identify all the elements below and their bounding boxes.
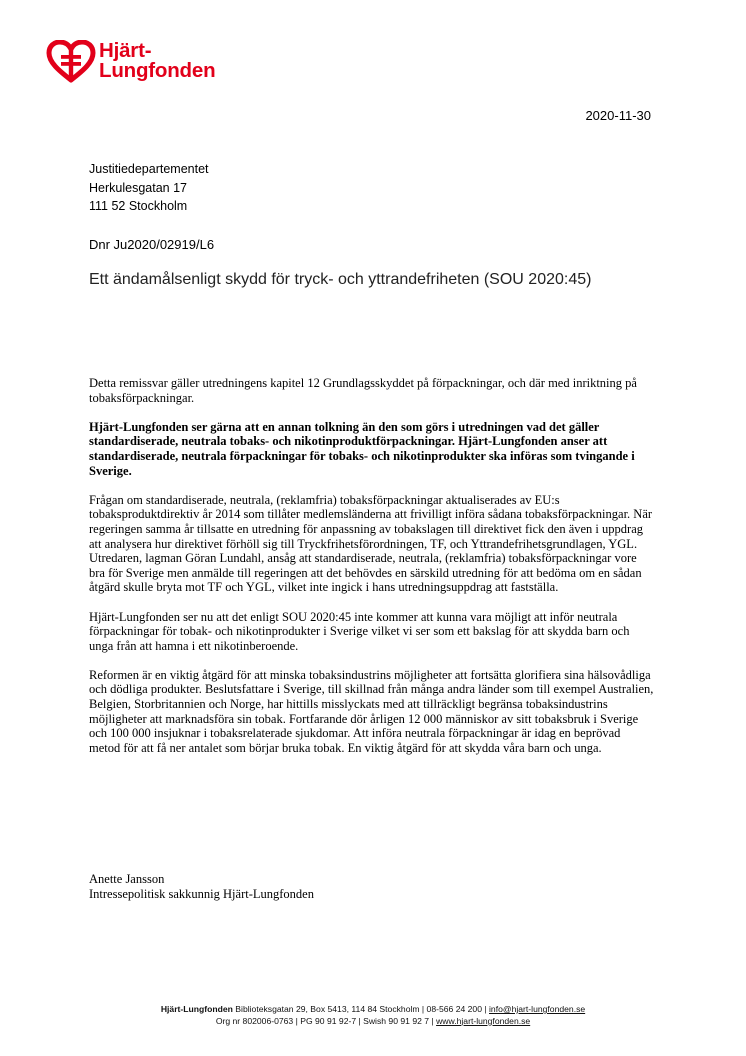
footer-website-link[interactable]: www.hjart-lungfonden.se — [436, 1015, 531, 1026]
recipient-name: Justitiedepartementet — [89, 162, 209, 176]
body-paragraph-4: Hjärt-Lungfonden ser nu att det enligt SOU 2020:45 inte kommer att kunna vara möjligt att inför neutrala förpackningar för tobak- och nikotinprodukter i Sverige vilket vi ser som ett bakslag för att skydda barn och unga från att hamna i ett nikotinberoende. — [89, 609, 630, 653]
body-paragraph-3a: Frågan om standardiserade, neutrala, (reklamfria) tobaksförpackningar aktualiserades av EU:s tobaksproduktdirektiv år 2014 som tillåter medlemsländerna att frivilligt införa sådana tobaksförpackningar. När regeringen samma år tillsatte en utredning för anpassning av tobakslagen till direktivet fick den även i uppdrag att analysera hur direktivet förhöll sig till Tryckfrihetsförordningen, TF, och Yttrandefrihetsgrundlagen, YGL. — [89, 492, 653, 551]
body-paragraph-1: Detta remissvar gäller utredningens kapitel 12 Grundlagsskyddet på förpackningar, och där med inriktning på tobaksförpackningar. — [89, 376, 637, 405]
body-paragraph-3b: Utredaren, lagman Göran Lundahl, ansåg att standardiserade, neutrala, (reklamfria) tobaksförpackningar vore bra för Sverige men anmälde till regeringen att det behövdes en särskild utredning för att bedöma om en sådan åtgärd skulle bryta mot TF och YGL, vilket inte ingick i hans utredningsuppdrag att fastställa. — [89, 551, 642, 595]
body-paragraph-5: Reformen är en viktig åtgärd för att minska tobaksindustrins möjligheter att fortsätta glorifiera sina hälsovådliga och dödliga produkter. Beslutsfattare i Sverige, till skillnad från många andra länder som till exempel Australien, Belgien, Storbritannien och Norge, har hittills misslyckats med att tillräckligt begränsa tobaksindustrins möjligheter att marknadsföra sin tobak. Fortfarande dör årligen 12 000 människor av sitt tobaksbruk i Sverige och 100 000 insjuknar i tobaksrelaterade sjukdomar. Att införa neutrala förpackningar är idag en beprövad metod för att få ner antalet som börjar bruka tobak. En viktig åtgärd för att skydda våra barn och unga. — [89, 667, 654, 755]
logo-line-2: Lungfonden — [99, 58, 216, 82]
page-footer — [0, 1004, 746, 1027]
footer-email-link[interactable]: info@hjart-lungfonden.se — [489, 1004, 586, 1014]
recipient-city: 111 52 Stockholm — [89, 199, 188, 213]
footer-org-name: Hjärt-Lungfonden — [160, 1004, 233, 1014]
reference-number: Dnr Ju2020/02919/L6 — [89, 237, 215, 252]
logo-wordmark — [99, 41, 215, 80]
footer-address: Biblioteksgatan 29, Box 5413, 114 84 Stockholm | 08-566 24 200 | — [235, 1004, 487, 1014]
letter-date: 2020-11-30 — [585, 108, 651, 123]
signer-name: Anette Jansson — [89, 872, 165, 886]
logo-line-1: Hjärt- — [99, 39, 152, 62]
recipient-street: Herkulesgatan 17 — [89, 180, 187, 195]
organization-logo — [46, 40, 215, 84]
footer-line-2 — [0, 1016, 746, 1028]
signer-title: Intressepolitisk sakkunnig Hjärt-Lungfonden — [89, 886, 314, 901]
letter-body — [89, 376, 654, 770]
footer-registration: Org nr 802006-0763 | PG 90 91 92-7 | Swish 90 91 92 7 | — [215, 1015, 434, 1026]
heart-cross-icon — [46, 40, 96, 84]
footer-line-1 — [0, 1004, 746, 1016]
body-paragraph-3 — [89, 493, 654, 595]
body-paragraph-2-bold: Hjärt-Lungfonden ser gärna att en annan tolkning än den som görs i utredningen vad det gäller standardiserade, neutrala tobaks- och nikotinproduktförpackningar. Hjärt-Lungfonden anser att standardiserade, neutrala förpackningar för tobaks- och nikotinprodukter ska införas som tvingande i Sverige. — [89, 419, 635, 478]
recipient-address — [89, 160, 209, 216]
letter-subject: Ett ändamålsenligt skydd för tryck- och yttrandefriheten (SOU 2020:45) — [89, 271, 592, 288]
signature-block — [89, 872, 314, 901]
